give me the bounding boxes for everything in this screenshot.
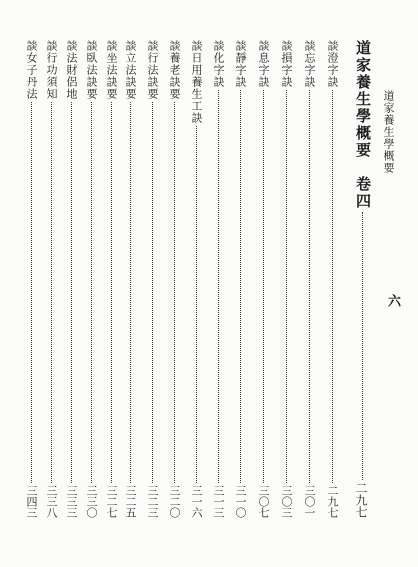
dot-leader: [240, 90, 241, 483]
entry-page-ref: 二九七: [326, 485, 339, 518]
entry-page-ref: 三〇三: [280, 485, 293, 518]
toc-entry: [169, 40, 181, 518]
entry-title: 談澄字訣: [326, 40, 339, 88]
entry-title: 談化字訣: [212, 40, 225, 88]
toc-entry: [191, 40, 203, 518]
toc-entry: [46, 40, 58, 518]
volume-title: 道家養生學概要 卷四: [354, 40, 372, 210]
running-head: 道家養生學概要: [382, 90, 395, 174]
entry-title: 談立法訣要: [124, 40, 137, 100]
dot-leader: [309, 90, 310, 483]
toc-entry: [327, 40, 339, 518]
dot-leader: [174, 102, 175, 483]
entry-title: 談養老訣要: [168, 40, 181, 100]
page-number: 六: [385, 294, 400, 307]
entry-title: 談行法訣要: [146, 40, 159, 100]
entry-page-ref: 三二五: [124, 485, 137, 518]
entry-page-ref: 三二三: [146, 485, 159, 518]
entry-page-ref: 三〇七: [257, 485, 270, 518]
toc-entry: [125, 40, 137, 518]
entry-title: 談法財侶地: [65, 40, 78, 100]
entry-page-ref: 三四三: [25, 485, 38, 518]
entry-title: 談靜字訣: [234, 40, 247, 88]
entry-page-ref: 三三三: [65, 485, 78, 518]
entry-title: 談日用養生工訣: [190, 40, 203, 124]
entry-page-ref: 三一〇: [234, 485, 247, 518]
entry-page-ref: 三〇一: [303, 485, 316, 518]
toc-entry: [86, 40, 98, 518]
dot-leader: [218, 90, 219, 483]
toc-entry: [106, 40, 118, 518]
dot-leader: [111, 102, 112, 483]
dot-leader: [332, 90, 333, 483]
entry-title: 談息字訣: [257, 40, 270, 88]
toc-entry: [258, 40, 270, 518]
dot-leader: [196, 126, 197, 483]
dot-leader: [362, 212, 363, 480]
entry-title: 談損字訣: [280, 40, 293, 88]
entry-title: 談坐法訣要: [105, 40, 118, 100]
entry-page-ref: 三一三: [212, 485, 225, 518]
dot-leader: [152, 102, 153, 483]
dot-leader: [130, 102, 131, 483]
entry-page-ref: 三二〇: [168, 485, 181, 518]
volume-page-ref: 二九七: [354, 482, 368, 518]
volume-heading: [355, 40, 373, 518]
entry-page-ref: 三二七: [105, 485, 118, 518]
toc-entry: [213, 40, 225, 518]
dot-leader: [71, 102, 72, 483]
entry-page-ref: 三一六: [190, 485, 203, 518]
dot-leader: [286, 90, 287, 483]
entry-title: 談臥法訣要: [85, 40, 98, 100]
dot-leader: [51, 102, 52, 483]
toc-entry: [147, 40, 159, 518]
entry-page-ref: 三三〇: [85, 485, 98, 518]
entry-title: 談忘字訣: [303, 40, 316, 88]
entry-title: 談行功須知: [45, 40, 58, 100]
dot-leader: [263, 90, 264, 483]
entry-title: 談女子丹法: [25, 40, 38, 100]
toc-entry: [281, 40, 293, 518]
dot-leader: [91, 102, 92, 483]
toc-entry: [235, 40, 247, 518]
toc-entry: [26, 40, 38, 518]
entry-page-ref: 三三八: [45, 485, 58, 518]
toc-entry: [66, 40, 78, 518]
toc-entry: [304, 40, 316, 518]
dot-leader: [31, 102, 32, 483]
